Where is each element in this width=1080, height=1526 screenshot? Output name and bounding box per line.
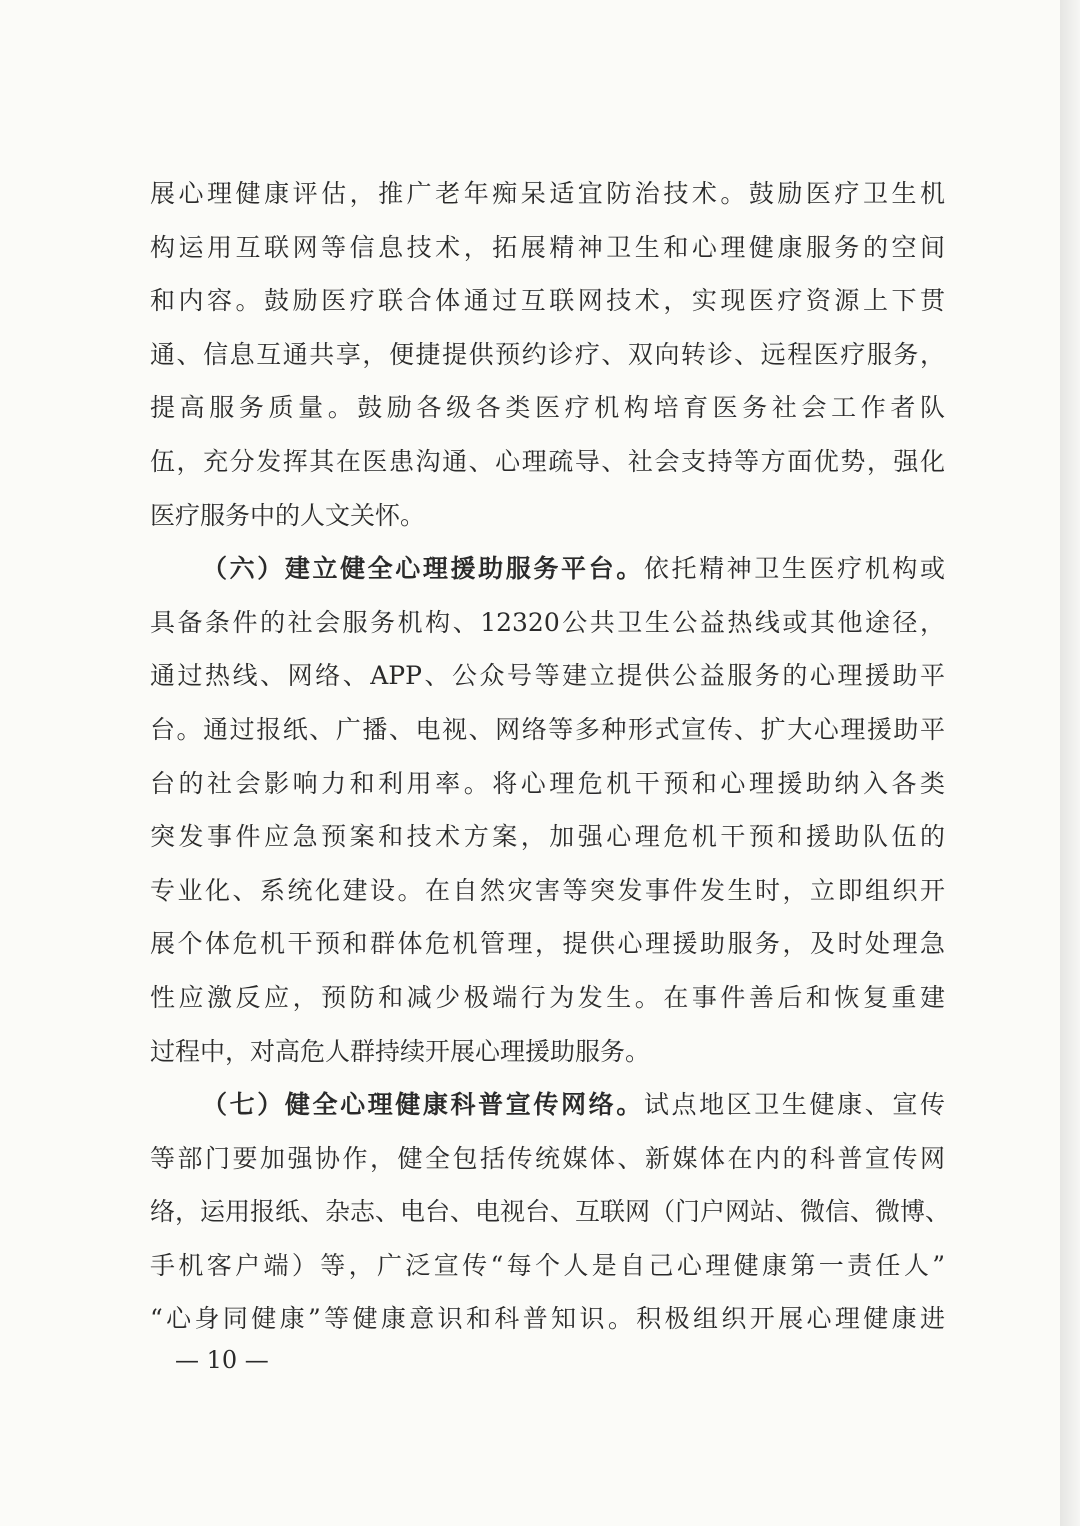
text-line: 构运用互联网等信息技术，拓展精神卫生和心理健康服务的空间 xyxy=(150,232,945,262)
text-line: 具备条件的社会服务机构、12320公共卫生公益热线或其他途径， xyxy=(150,607,945,637)
text-line: 络，运用报纸、杂志、电台、电视台、互联网（门户网站、微信、微博、 xyxy=(150,1197,951,1227)
text-line: 展心理健康评估，推广老年痴呆适宜防治技术。鼓励医疗卫生机 xyxy=(150,179,945,208)
text-line: 医疗服务中的人文关怀。 xyxy=(150,500,426,530)
text-line: 和内容。鼓励医疗联合体通过互联网技术，实现医疗资源上下贯 xyxy=(150,286,945,316)
page-number: — 10 — xyxy=(175,1346,269,1374)
text-line: 展个体危机干预和群体危机管理，提供心理援助服务，及时处理急 xyxy=(150,929,945,959)
text-line: 台的社会影响力和利用率。将心理危机干预和心理援助纳入各类 xyxy=(150,768,945,798)
page-edge xyxy=(1060,0,1080,1526)
document-body xyxy=(150,167,951,1346)
section-6-first-line-text: 依托精神卫生医疗机构或 xyxy=(643,554,945,584)
text-line: 台。通过报纸、广播、电视、网络等多种形式宣传、扩大心理援助平 xyxy=(150,714,945,744)
text-line: “心身同健康”等健康意识和科普知识。积极组织开展心理健康进 xyxy=(150,1304,945,1334)
text-line: 等部门要加强协作，健全包括传统媒体、新媒体在内的科普宣传网 xyxy=(150,1143,945,1173)
section-6-heading: （六）建立健全心理援助服务平台。 xyxy=(202,554,644,584)
section-7-heading: （七）健全心理健康科普宣传网络。 xyxy=(202,1090,644,1120)
section-7-first-line xyxy=(150,1078,945,1132)
text-line: 伍，充分发挥其在医患沟通、心理疏导、社会支持等方面优势，强化 xyxy=(150,446,945,476)
text-line: 通过热线、网络、APP、公众号等建立提供公益服务的心理援助平 xyxy=(150,661,945,691)
section-7-first-line-text: 试点地区卫生健康、宣传 xyxy=(643,1090,945,1120)
text-line: 突发事件应急预案和技术方案，加强心理危机干预和援助队伍的 xyxy=(150,822,945,852)
text-line: 手机客户端）等，广泛宣传“每个人是自己心理健康第一责任人” xyxy=(150,1250,945,1280)
text-line: 性应激反应，预防和减少极端行为发生。在事件善后和恢复重建 xyxy=(150,982,945,1012)
text-line: 提高服务质量。鼓励各级各类医疗机构培育医务社会工作者队 xyxy=(150,393,945,423)
text-line: 专业化、系统化建设。在自然灾害等突发事件发生时，立即组织开 xyxy=(150,875,945,905)
section-6-first-line xyxy=(150,542,945,596)
text-line: 通、信息互通共享，便捷提供预约诊疗、双向转诊、远程医疗服务， xyxy=(150,339,945,369)
text-line: 过程中，对高危人群持续开展心理援助服务。 xyxy=(150,1036,651,1066)
